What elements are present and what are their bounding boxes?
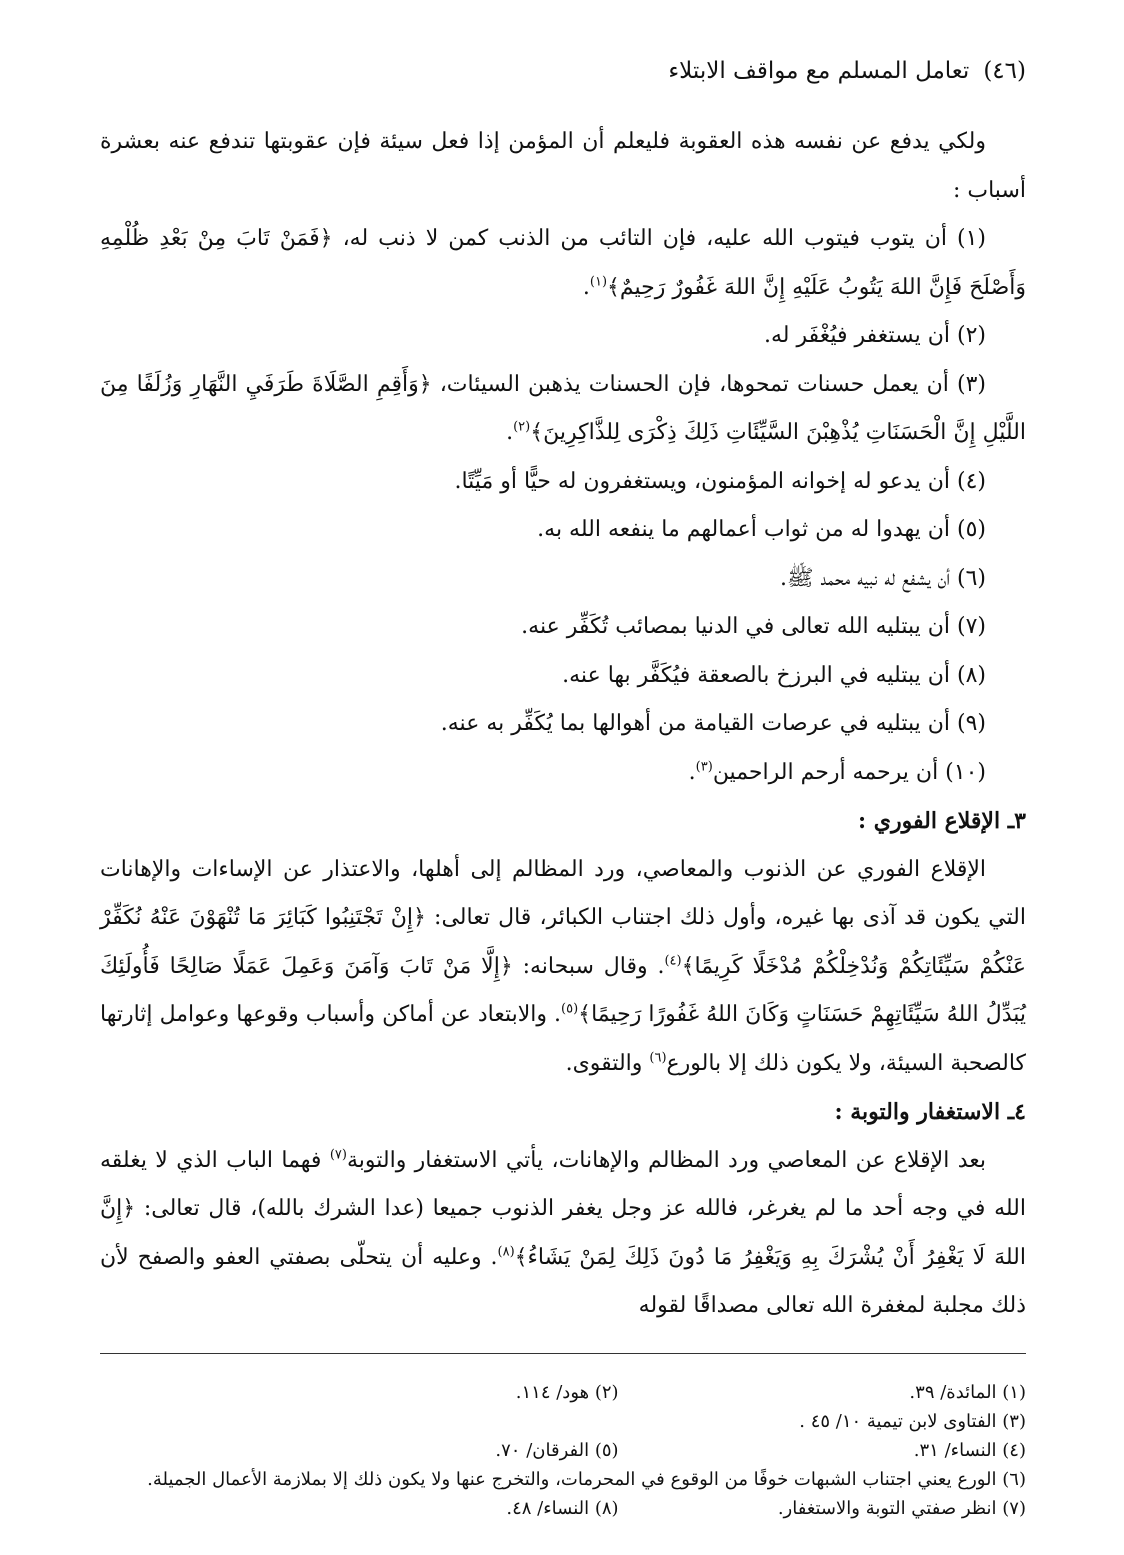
list-item-8: (٨) أن يبتليه في البرزخ بالصعقة فيُكَفَّر بها عنه. [562,662,986,688]
list-item-10: (١٠) أن يرحمه أرحم الراحمين$^{(٣)}$. [688,759,986,785]
footnote-ref-4: (٤) [664,953,682,969]
list-item-6: (٦) أن يشفع له نبيه محمد ﷺ. [779,565,986,591]
footnote-7: (٧) انظر صفتي التوبة والاستغفار. [777,1497,1026,1519]
list-item-4: (٤) أن يدعو له إخوانه المؤمنون، ويستغفرون له حيًّا أو مَيِّتًا. [454,468,986,494]
list-item-1: (١) أن يتوب فيتوب الله عليه، فإن التائب من الذنب كمن لا ذنب له، ﴿فَمَنْ تَابَ مِنْ بَعْدِ ظُلْمِهِ وَأَصْلَحَ فَإِنَّ اللهَ يَتُوبُ عَلَيْهِ إِنَّ اللهَ غَفُورٌ رَحِيمٌ﴾$^{(١)}$. [100,226,1026,300]
section-4-paragraph: بعد الإقلاع عن المعاصي ورد المظالم والإهانات، يأتي الاستغفار والتوبة$^{(٧)}$ فهما الباب الذي لا يغلقه الله في وجه أحد ما لم يغرغر، فالله عز وجل يغفر الذنوب جميعا (عدا الشرك بالله)، قال تعالى: ﴿إِنَّ اللهَ لَا يَغْفِرُ أَنْ يُشْرَكَ بِهِ وَيَغْفِرُ مَا دُونَ ذَلِكَ لِمَنْ يَشَاءُ﴾$^{(٨)}$. وعليه أن يتحلّى بصفتي العفو والصفح لأن ذلك مجلبة لمغفرة الله تعالى مصداقًا لقوله [100,1147,1026,1318]
footnote-4: (٤) النساء/ ٣١. [913,1439,1026,1461]
main-text [100,118,1026,1331]
footnote-ref-7: (٧) [329,1147,347,1163]
book-title: تعامل المسلم مع مواقف الابتلاء [668,58,970,84]
section-3-paragraph: الإقلاع الفوري عن الذنوب والمعاصي، ورد المظالم إلى أهلها، والاعتذار عن الإساءات والإهانات التي يكون قد آذى بها غيره، وأول ذلك اجتناب الكبائر، قال تعالى: ﴿إِنْ تَجْتَنِبُوا كَبَائِرَ مَا تُنْهَوْنَ عَنْهُ نُكَفِّرْ عَنْكُمْ سَيِّئَاتِكُمْ وَنُدْخِلْكُمْ مُدْخَلًا كَرِيمًا﴾$^{(٤)}$. وقال سبحانه: ﴿إِلَّا مَنْ تَابَ وَآمَنَ وَعَمِلَ عَمَلًا صَالِحًا فَأُولَئِكَ يُبَدِّلُ اللهُ سَيِّئَاتِهِمْ حَسَنَاتٍ وَكَانَ اللهُ غَفُورًا رَحِيمًا﴾$^{(٥)}$. والابتعاد عن أماكن وأسباب وقوعها وعوامل إثارتها كالصحبة السيئة، ولا يكون ذلك إلا بالورع$^{(٦)}$ والتقوى. [100,856,1026,1076]
list-item-2: (٢) أن يستغفر فيُغْفَر له. [763,323,986,348]
footnote-divider [100,1353,1026,1354]
page-number: (٤٦) [983,58,1026,84]
footnote-5: (٥) الفرقان/ ٧٠. [495,1439,619,1461]
footnote-row [100,1494,1026,1523]
footnote-ref-8: (٨) [497,1244,515,1260]
footnote-ref-6: (٦) [649,1050,667,1066]
running-header [100,58,1026,98]
footnote-row [100,1436,1026,1465]
list-item-3: (٣) أن يعمل حسنات تمحوها، فإن الحسنات يذهبن السيئات، ﴿وَأَقِمِ الصَّلَاةَ طَرَفَيِ النَّهَارِ وَزُلَفًا مِنَ اللَّيْلِ إِنَّ الْحَسَنَاتِ يُذْهِبْنَ السَّيِّئَاتِ ذَلِكَ ذِكْرَى لِلذَّاكِرِينَ﴾$^{(٢)}$. [100,371,1026,445]
footnote-8: (٨) النساء/ ٤٨. [506,1497,619,1519]
intro-paragraph: ولكي يدفع عن نفسه هذه العقوبة فليعلم أن المؤمن إذا فعل سيئة فإن عقوبتها تندفع عنه بعشرة أسباب : [100,129,1026,203]
footnote-ref-2: (٢) [513,419,531,435]
footnote-ref-5: (٥) [561,1001,579,1017]
footnote-3: (٣) الفتاوى لابن تيمية ١٠/ ٤٥ . [799,1410,1026,1432]
footnote-ref-3: (٣) [695,759,713,775]
footnote-row [100,1378,1026,1407]
footnote-2: (٢) هود/ ١١٤. [515,1381,619,1403]
list-item-9: (٩) أن يبتليه في عرصات القيامة من أهوالها بما يُكَفِّر به عنه. [440,711,986,736]
footnotes [100,1378,1026,1523]
footnote-6: (٦) الورع يعني اجتناب الشبهات خوفًا من الوقوع في المحرمات، والتخرج عنها ولا يكون ذلك إلا بملازمة الأعمال الجميلة. [147,1468,1026,1490]
footnote-ref-1: (١) [589,274,608,290]
section-heading-4: ٤ـ الاستغفار والتوبة : [834,1099,1026,1125]
list-item-7: (٧) أن يبتليه الله تعالى في الدنيا بمصائب تُكَفِّر عنه. [521,614,986,639]
section-heading-3: ٣ـ الإقلاع الفوري : [858,808,1026,834]
footnote-1: (١) المائدة/ ٣٩. [909,1381,1026,1403]
list-item-5: (٥) أن يهدوا له من ثواب أعمالهم ما ينفعه الله به. [537,517,986,542]
